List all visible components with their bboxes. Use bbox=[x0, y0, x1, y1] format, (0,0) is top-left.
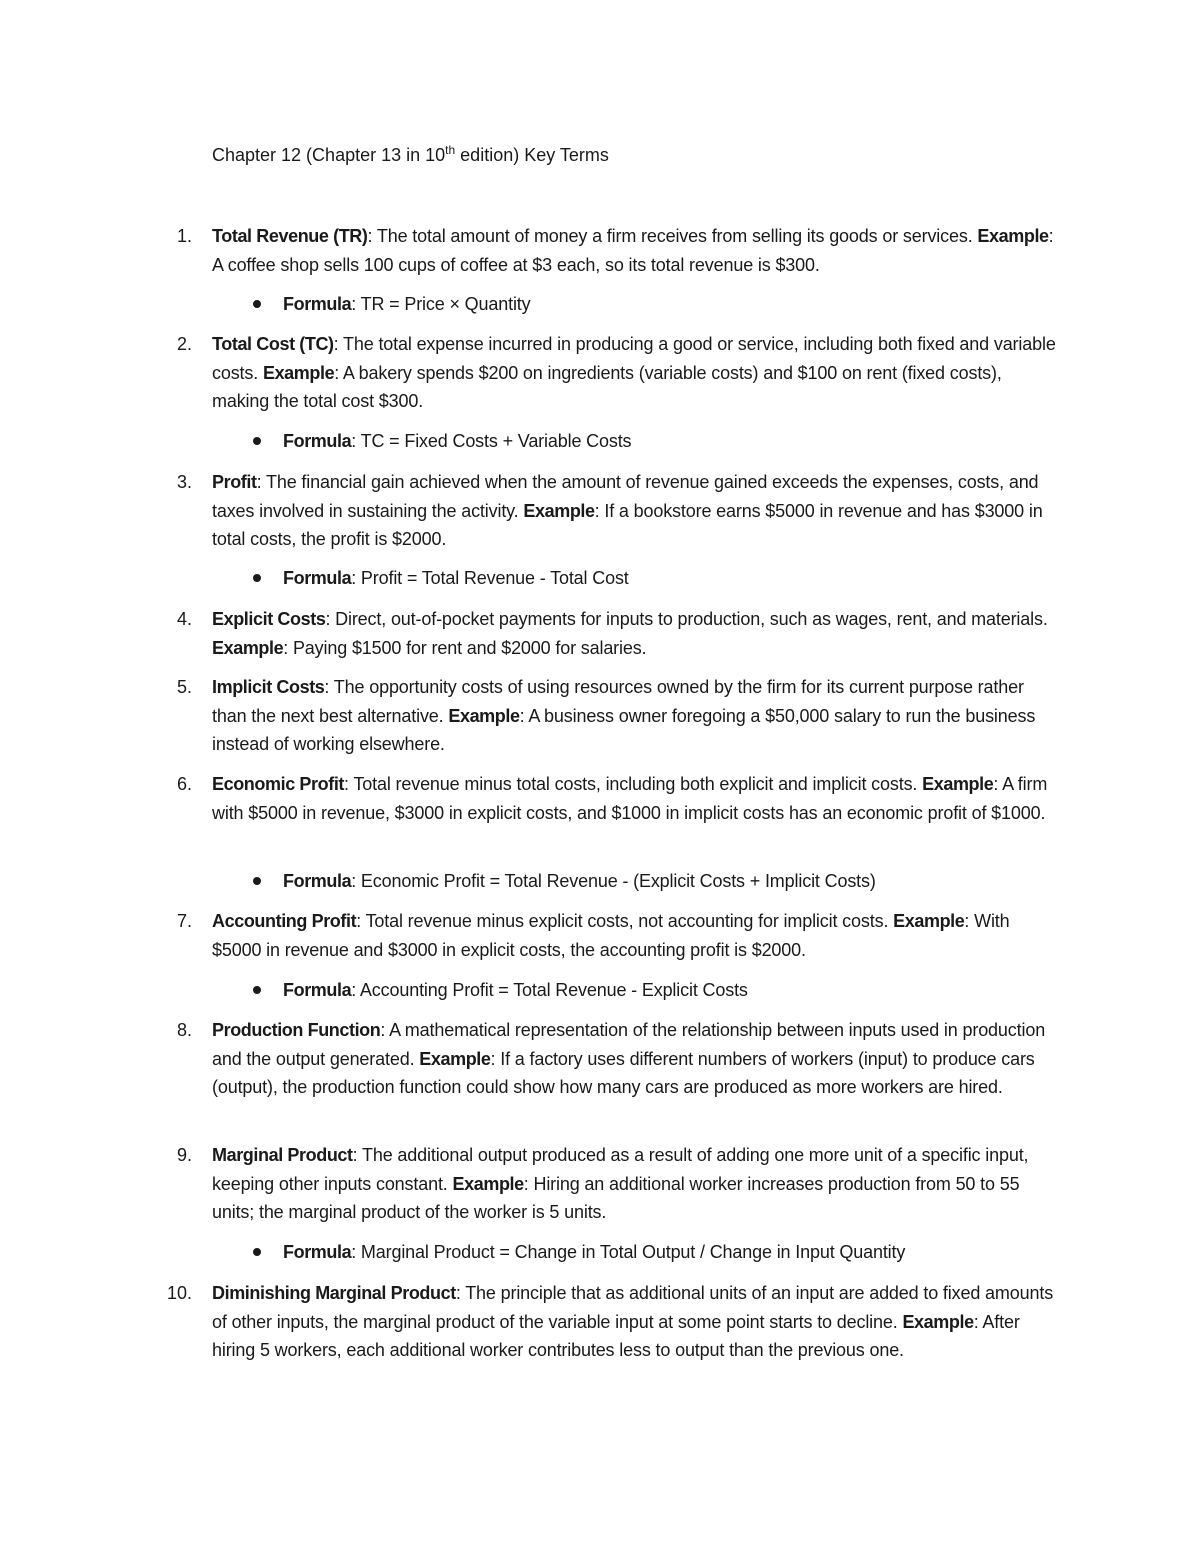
item-number: 8. bbox=[176, 1020, 192, 1040]
term-name: Diminishing Marginal Product bbox=[212, 1283, 456, 1303]
example-text: : Paying $1500 for rent and $2000 for salaries. bbox=[283, 637, 647, 658]
formula-text: : TC = Fixed Costs + Variable Costs bbox=[351, 431, 632, 451]
formula-label: Formula bbox=[283, 431, 352, 451]
item-number: 4. bbox=[176, 609, 192, 629]
example-label: Example bbox=[893, 911, 965, 931]
item-number: 3. bbox=[176, 472, 192, 492]
formula-text: : Economic Profit = Total Revenue - (Explicit Costs + Implicit Costs) bbox=[351, 871, 876, 891]
term-name: Marginal Product bbox=[212, 1145, 353, 1165]
term-definition: : Total revenue minus explicit costs, not accounting for implicit costs. bbox=[356, 911, 894, 931]
example-label: Example bbox=[419, 1048, 491, 1069]
bullet-icon bbox=[253, 877, 261, 885]
item-number: 10. bbox=[166, 1283, 192, 1303]
term-name: Accounting Profit bbox=[212, 911, 357, 931]
example-label: Example bbox=[523, 500, 595, 521]
example-text: : If a bookstore earns $5000 in revenue and has $3000 in total costs, the profit is $2000. bbox=[212, 500, 1043, 549]
example-label: Example bbox=[212, 637, 284, 658]
example-text: : A coffee shop sells 100 cups of coffee at $3 each, so its total revenue is $300. bbox=[212, 226, 1054, 275]
item-body bbox=[212, 222, 1060, 279]
bullet-icon bbox=[253, 986, 261, 994]
example-text: : If a factory uses different numbers of workers (input) to produce cars (output), the production function could show how many cars are produced as more workers are hired. bbox=[212, 1048, 1035, 1097]
formula-text: : Profit = Total Revenue - Total Cost bbox=[351, 568, 629, 588]
term-definition: : A mathematical representation of the relationship between inputs used in production and the output generated. bbox=[212, 1020, 1046, 1069]
example-label: Example bbox=[922, 774, 994, 794]
term-definition: : The additional output produced as a result of adding one more unit of a specific input, keeping other inputs constant. bbox=[212, 1145, 1029, 1194]
item-body bbox=[212, 468, 1060, 554]
example-label: Example bbox=[902, 1311, 974, 1332]
item-number: 7. bbox=[176, 911, 192, 931]
term-name: Total Revenue (TR) bbox=[212, 226, 368, 246]
item-body bbox=[212, 907, 1060, 964]
bullet-icon bbox=[253, 574, 261, 582]
term-name: Economic Profit bbox=[212, 774, 345, 794]
example-text: : After hiring 5 workers, each additional worker contributes less to output than the previous one. bbox=[212, 1311, 1020, 1360]
item-number: 1. bbox=[176, 226, 192, 246]
example-text: : A business owner foregoing a $50,000 salary to run the business instead of working elsewhere. bbox=[212, 705, 1036, 754]
example-text: : With $5000 in revenue and $3000 in explicit costs, the accounting profit is $2000. bbox=[212, 911, 1010, 960]
formula-text: : Marginal Product = Change in Total Output / Change in Input Quantity bbox=[351, 1242, 906, 1262]
term-name: Explicit Costs bbox=[212, 609, 326, 629]
formula-label: Formula bbox=[283, 980, 352, 1000]
example-text: : Hiring an additional worker increases production from 50 to 55 units; the marginal product of the worker is 5 units. bbox=[212, 1173, 1020, 1222]
term-definition: : The total expense incurred in producing a good or service, including both fixed and variable costs. bbox=[212, 334, 1056, 383]
term-definition: : The financial gain achieved when the amount of revenue gained exceeds the expenses, costs, and taxes involved in sustaining the activity. bbox=[212, 472, 1039, 521]
term-name: Profit bbox=[212, 472, 257, 492]
title-text: Chapter 12 (Chapter 13 in 10 bbox=[212, 145, 446, 165]
item-body bbox=[212, 330, 1060, 416]
example-label: Example bbox=[452, 1173, 524, 1194]
item-number: 9. bbox=[176, 1145, 192, 1165]
formula-label: Formula bbox=[283, 568, 352, 588]
term-name: Implicit Costs bbox=[212, 677, 325, 697]
term-definition: : The total amount of money a firm receives from selling its goods or services. bbox=[367, 226, 978, 246]
term-definition: : The opportunity costs of using resources owned by the firm for its current purpose rather than the next best alternative. bbox=[212, 677, 1024, 726]
item-body bbox=[212, 1279, 1060, 1365]
example-text: : A bakery spends $200 on ingredients (variable costs) and $100 on rent (fixed costs), making the total cost $300. bbox=[212, 362, 1002, 411]
formula-text: : TR = Price × Quantity bbox=[351, 294, 531, 314]
formula-label: Formula bbox=[283, 871, 352, 891]
example-text: : A firm with $5000 in revenue, $3000 in explicit costs, and $1000 in implicit costs has an economic profit of $1000. bbox=[212, 774, 1048, 823]
formula-label: Formula bbox=[283, 1242, 352, 1262]
term-definition: : Total revenue minus total costs, including both explicit and implicit costs. bbox=[344, 774, 923, 794]
bullet-icon bbox=[253, 1248, 261, 1256]
item-body bbox=[212, 770, 1060, 827]
example-label: Example bbox=[977, 226, 1049, 246]
example-label: Example bbox=[262, 362, 335, 383]
title-text-end: edition) Key Terms bbox=[455, 145, 609, 165]
term-name: Production Function bbox=[212, 1020, 381, 1040]
term-definition: : Direct, out-of-pocket payments for inputs to production, such as wages, rent, and materials. bbox=[325, 609, 1048, 629]
bullet-icon bbox=[253, 437, 261, 445]
example-label: Example bbox=[448, 705, 520, 726]
page-title bbox=[212, 142, 609, 168]
item-number: 5. bbox=[176, 677, 192, 697]
item-body bbox=[212, 1016, 1060, 1102]
formula-text: : Accounting Profit = Total Revenue - Explicit Costs bbox=[351, 980, 748, 1000]
item-body bbox=[212, 673, 1060, 759]
formula-label: Formula bbox=[283, 294, 352, 314]
item-number: 6. bbox=[176, 774, 192, 794]
item-body bbox=[212, 605, 1060, 662]
term-definition: : The principle that as additional units of an input are added to fixed amounts of other inputs, the marginal product of the variable input at some point starts to decline. bbox=[212, 1283, 1054, 1332]
item-body bbox=[212, 1141, 1060, 1227]
term-name: Total Cost (TC) bbox=[212, 334, 334, 354]
item-number: 2. bbox=[176, 334, 192, 354]
title-superscript: th bbox=[445, 143, 456, 157]
bullet-icon bbox=[253, 300, 261, 308]
